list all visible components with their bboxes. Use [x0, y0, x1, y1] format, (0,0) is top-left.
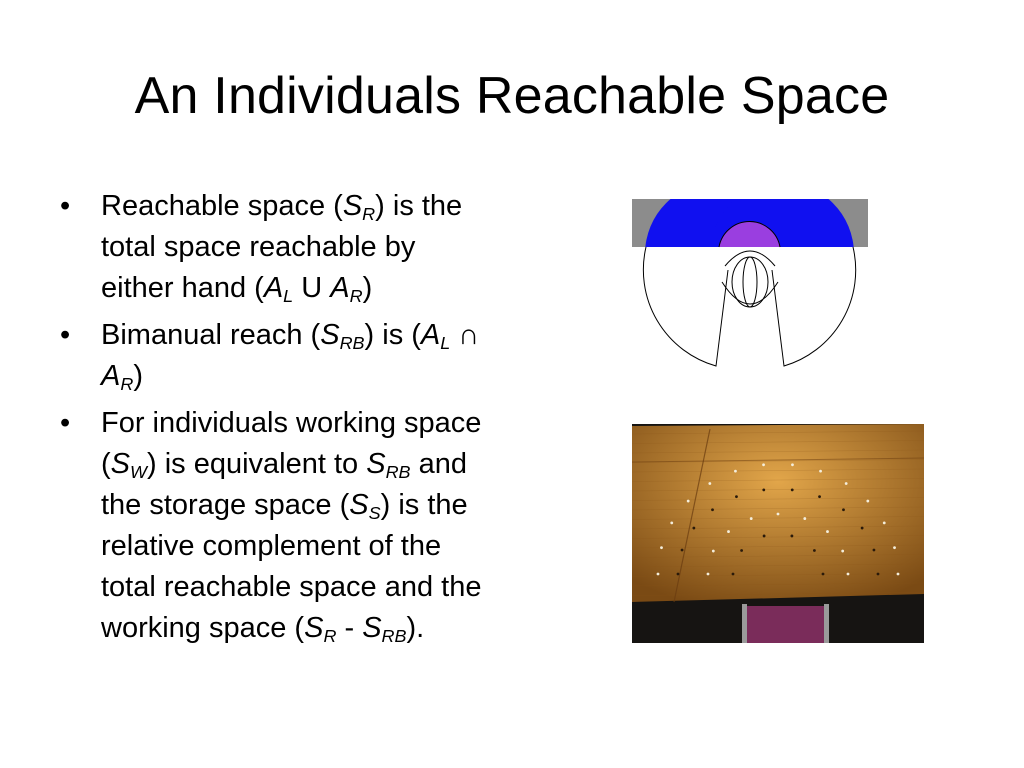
workspace-photo	[632, 424, 924, 643]
marker-dot	[727, 530, 730, 533]
marker-dot	[842, 508, 845, 511]
bullet-text: Bimanual reach (	[101, 319, 321, 351]
marker-dot	[893, 546, 896, 549]
marker-dot	[818, 495, 821, 498]
inner-ellipse-narrow	[743, 257, 757, 307]
bullet-item	[60, 186, 490, 309]
inner-arc-bottom	[722, 282, 778, 304]
bullet-item	[60, 315, 490, 397]
marker-dot	[845, 482, 848, 485]
math-symbol: $S_R$	[342, 190, 376, 225]
math-symbol: $S_R$	[304, 612, 337, 647]
bullet-text: )	[362, 272, 373, 304]
math-symbol: $S_S$	[349, 489, 381, 524]
bullet-text: )	[133, 360, 143, 392]
marker-dot	[740, 549, 743, 552]
marker-dot	[657, 573, 660, 576]
bullet-list	[60, 186, 490, 655]
bullet-text: ) is (	[364, 319, 421, 351]
marker-dot	[791, 488, 794, 491]
math-symbol: $S_{RB}$	[362, 612, 407, 647]
marker-dot	[707, 573, 710, 576]
marker-dot	[877, 573, 880, 576]
inner-arc-top	[725, 251, 775, 266]
marker-dot	[819, 470, 822, 473]
math-symbol: $S_W$	[110, 448, 147, 483]
bullet-item	[60, 403, 490, 649]
slide-title: An Individuals Reachable Space	[134, 67, 890, 125]
marker-dot	[777, 513, 780, 516]
marker-dot	[883, 521, 886, 524]
bullet-text: For individuals working space (	[101, 407, 482, 480]
math-symbol: $S_{RB}$	[320, 319, 365, 354]
bullet-marker: •	[60, 407, 71, 439]
bullet-text: Reachable space (	[101, 190, 343, 222]
bullet-marker: •	[60, 319, 71, 351]
marker-dot	[660, 546, 663, 549]
bullet-marker: •	[60, 190, 71, 222]
bullet-text: ∩	[450, 319, 480, 351]
marker-dot	[732, 573, 735, 576]
marker-dot	[822, 573, 825, 576]
marker-dot	[791, 463, 794, 466]
bullet-text: U	[293, 272, 331, 304]
marker-dot	[861, 527, 864, 530]
marker-dot	[735, 495, 738, 498]
math-symbol: $S_{RB}$	[366, 448, 411, 483]
bullet-text: ).	[406, 612, 425, 644]
marker-dot	[711, 508, 714, 511]
right-reach-outline	[772, 247, 856, 366]
marker-dot	[687, 500, 690, 503]
marker-dot	[734, 470, 737, 473]
marker-dot	[670, 521, 673, 524]
marker-dot	[708, 482, 711, 485]
marker-dot	[847, 573, 850, 576]
math-symbol: $A_L$	[420, 319, 451, 354]
math-symbol: $A_R$	[101, 360, 134, 395]
marker-dot	[762, 488, 765, 491]
marker-dot	[826, 530, 829, 533]
left-reach-outline	[643, 247, 728, 366]
marker-dot	[712, 550, 715, 553]
math-symbol: $A_L$	[263, 272, 294, 307]
bullet-text: ) is equivalent to	[146, 448, 367, 480]
math-symbol: $A_R$	[330, 272, 363, 307]
marker-dot	[873, 549, 876, 552]
marker-dot	[803, 517, 806, 520]
bullet-text: ) is the relative complement of the total reachable space and the working space (	[101, 489, 482, 644]
bullet-text: -	[336, 612, 363, 644]
chair-seat	[744, 606, 824, 643]
bullet-text: and the storage space (	[101, 448, 467, 521]
right-hand-reach-area	[710, 196, 854, 326]
marker-dot	[897, 573, 900, 576]
marker-dot	[750, 517, 753, 520]
reach-diagram	[632, 196, 868, 372]
marker-dot	[677, 573, 680, 576]
marker-dot	[791, 535, 794, 538]
marker-dot	[681, 549, 684, 552]
bullet-text: ) is the total space reachable by either hand (	[101, 190, 463, 304]
marker-dot	[841, 550, 844, 553]
marker-dot	[866, 500, 869, 503]
marker-dot	[763, 535, 766, 538]
marker-dot	[762, 463, 765, 466]
marker-dot	[813, 549, 816, 552]
marker-dot	[692, 527, 695, 530]
